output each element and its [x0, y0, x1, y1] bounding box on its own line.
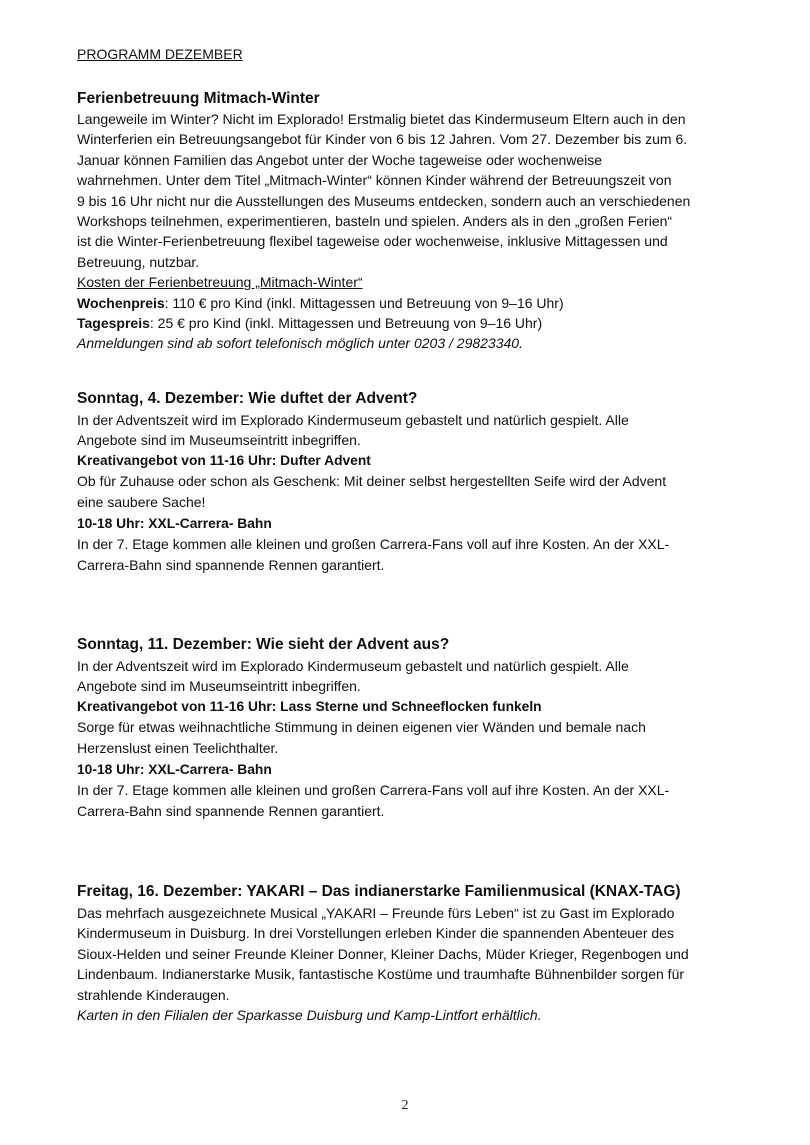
ferien-line: Langeweile im Winter? Nicht im Explorado! Erstmalig bietet das Kindermuseum Eltern auch in den [77, 111, 686, 127]
dec4-heading: Sonntag, 4. Dezember: Wie duftet der Advent? [77, 390, 418, 407]
dec4-carrera-title: 10-18 Uhr: XXL-Carrera- Bahn [77, 516, 272, 531]
dec4-carrera [77, 514, 737, 575]
dec11-body [77, 656, 737, 758]
dec11-workshop-line: Herzenslust einen Teelichthalter. [77, 739, 279, 756]
dec4-intro-line: In der Adventszeit wird im Explorado Kindermuseum gebastelt und natürlich gespielt. Alle [77, 412, 629, 428]
ferien-heading: Ferienbetreuung Mitmach-Winter [77, 90, 320, 107]
dec16-line: Lindenbaum. Indianerstarke Musik, fantastische Kostüme und traumhafte Bühnenbilder sorgen für [77, 966, 685, 983]
ferien-line: 9 bis 16 Uhr nicht nur die Ausstellungen des Museums entdecken, sondern auch an verschiedenen [77, 192, 691, 209]
dec11-carrera [77, 760, 737, 821]
dec11-workshop-title: Kreativangebot von 11-16 Uhr: Lass Sterne und Schneeflocken funkeln [77, 698, 542, 714]
registration-note: Anmeldungen sind ab sofort telefonisch möglich unter 0203 / 29823340. [77, 335, 523, 352]
dec16-line: Sioux-Helden und seiner Freunde Kleiner Donner, Kleiner Dachs, Müder Krieger, Regenbogen und [77, 945, 689, 962]
ferien-line: Winterferien ein Betreuungsangebot für Kinder von 6 bis 12 Jahren. Vom 27. Dezember bis zum 6. [77, 131, 688, 148]
dec4-carrera-line: In der 7. Etage kommen alle kleinen und großen Carrera-Fans voll auf ihre Kosten. An der XXL- [77, 536, 670, 553]
week-price-line [77, 293, 737, 313]
day-price-text: : 25 € pro Kind (inkl. Mittagessen und Betreuung von 9–16 Uhr) [149, 315, 543, 332]
dec4-workshop-title: Kreativangebot von 11-16 Uhr: Dufter Advent [77, 452, 371, 468]
ferien-line: Workshops teilnehmen, experimentieren, basteln und spielen. Anders als in den „großen Ferien“ [77, 213, 673, 230]
dec16-heading: Freitag, 16. Dezember: YAKARI – Das indianerstarke Familienmusical (KNAX-TAG) [77, 883, 681, 900]
dec4-intro-line: Angebote sind im Museumseintritt inbegriffen. [77, 432, 361, 449]
costs-title: Kosten der Ferienbetreuung „Mitmach-Winter“ [77, 274, 363, 291]
page-number: 2 [401, 1098, 409, 1113]
day-price-label: Tagespreis [77, 315, 150, 332]
dec16-line: strahlende Kinderaugen. [77, 986, 230, 1003]
ferien-line: Betreuung, nutzbar. [77, 253, 200, 270]
dec11-intro-line: Angebote sind im Museumseintritt inbegriffen. [77, 678, 361, 695]
program-title: PROGRAMM DEZEMBER [77, 46, 243, 62]
week-price-text: : 110 € pro Kind (inkl. Mittagessen und Betreuung von 9–16 Uhr) [164, 294, 564, 311]
dec4-carrera-line: Carrera-Bahn sind spannende Rennen garantiert. [77, 556, 385, 573]
dec11-carrera-line: Carrera-Bahn sind spannende Rennen garantiert. [77, 802, 385, 819]
dec4-workshop-line: Ob für Zuhause oder schon als Geschenk: Mit deiner selbst hergestellten Seife wird der Advent [77, 473, 667, 490]
dec16-line: Das mehrfach ausgezeichnete Musical „YAKARI – Freunde fürs Leben“ ist zu Gast im Explorado [77, 905, 675, 921]
dec11-workshop-line: Sorge für etwas weihnachtliche Stimmung in deinen eigenen vier Wänden und bemale nach [77, 719, 646, 736]
ferien-body [77, 109, 737, 354]
dec16-line: Kindermuseum in Duisburg. In drei Vorstellungen erleben Kinder die spannenden Abenteuer des [77, 925, 674, 942]
dec16-body [77, 903, 737, 1025]
day-price-line [77, 313, 737, 333]
dec11-intro-line: In der Adventszeit wird im Explorado Kindermuseum gebastelt und natürlich gespielt. Alle [77, 658, 629, 674]
ferien-line: Januar können Familien das Angebot unter der Woche tageweise oder wochenweise [77, 151, 603, 168]
dec4-workshop-line: eine saubere Sache! [77, 493, 206, 510]
ferien-line: ist die Winter-Ferienbetreuung flexibel tageweise oder wochenweise, inklusive Mittagessen und [77, 233, 668, 250]
week-price-label: Wochenpreis [77, 294, 165, 311]
ferien-line: wahrnehmen. Unter dem Titel „Mitmach-Winter“ können Kinder während der Betreuungszeit von [77, 172, 672, 189]
dec11-carrera-line: In der 7. Etage kommen alle kleinen und großen Carrera-Fans voll auf ihre Kosten. An der XXL- [77, 782, 670, 799]
dec11-heading: Sonntag, 11. Dezember: Wie sieht der Advent aus? [77, 636, 450, 653]
tickets-note: Karten in den Filialen der Sparkasse Duisburg und Kamp-Lintfort erhältlich. [77, 1007, 542, 1024]
dec4-body [77, 410, 737, 512]
dec11-carrera-title: 10-18 Uhr: XXL-Carrera- Bahn [77, 762, 272, 777]
